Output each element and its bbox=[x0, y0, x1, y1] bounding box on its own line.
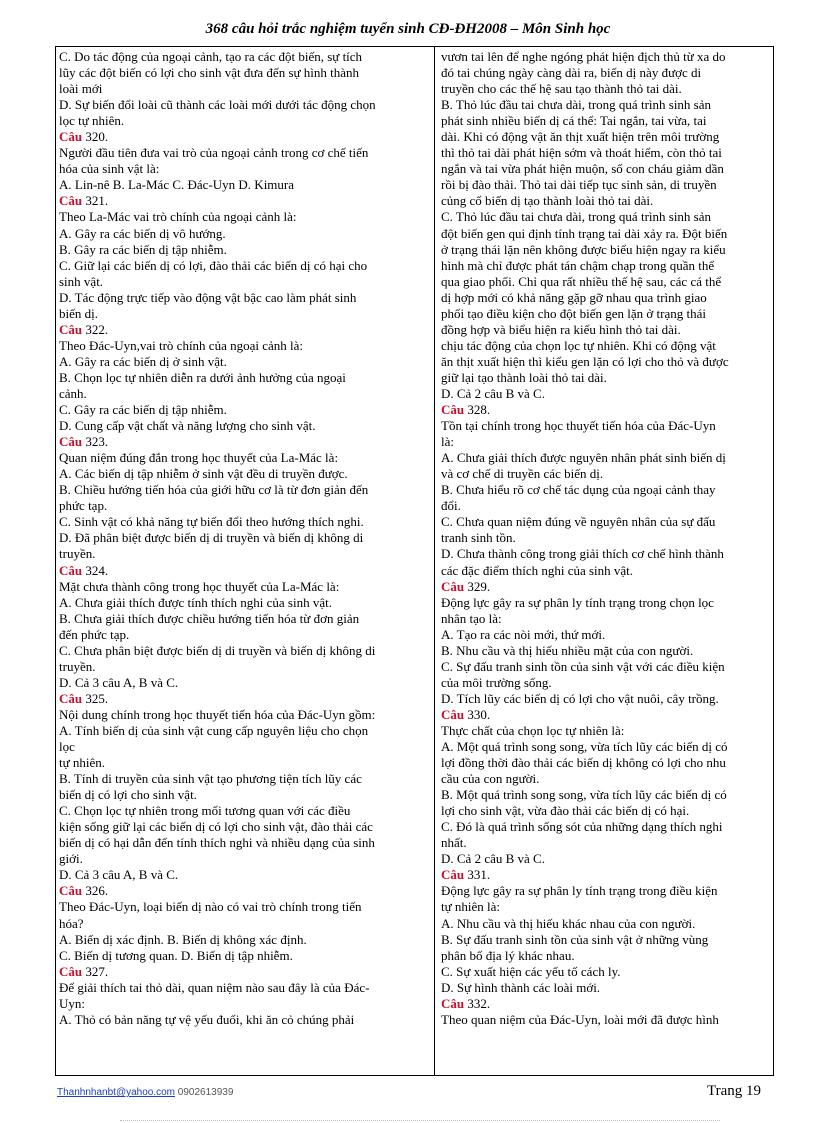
text-line: A. Các biến dị tập nhiễm ở sinh vật đều di truyền được. bbox=[59, 466, 348, 482]
text-line: Động lực gây ra sự phân ly tính trạng trong điều kiện bbox=[441, 883, 718, 899]
phone-number: 0902613939 bbox=[175, 1087, 234, 1098]
text-line: Mặt chưa thành công trong học thuyết của La-Mác là: bbox=[59, 578, 340, 594]
text-line: D. Sự biến đổi loài cũ thành các loài mới dưới tác động chọn bbox=[59, 97, 376, 113]
text-line: A. Tính biến dị của sinh vật cung cấp nguyên liệu cho chọn bbox=[59, 722, 369, 738]
text-line: tranh sinh tồn. bbox=[441, 530, 516, 546]
question-number: 331. bbox=[464, 867, 491, 883]
text-line: B. Tính di truyền của sinh vật tạo phương tiện tích lũy các bbox=[59, 771, 362, 787]
question-label bbox=[441, 996, 770, 1012]
text-line: C. Giữ lại các biến dị có lợi, đào thải các biến dị có hại cho bbox=[59, 257, 368, 273]
question-word: Câu bbox=[59, 434, 83, 450]
text-line: rồi bị đào thải. Thỏ tai dài tiếp tục sinh sản, di truyền bbox=[441, 177, 717, 193]
text-line: D. Tác động trực tiếp vào động vật bậc cao làm phát sinh bbox=[59, 289, 357, 305]
text-line: D. Cả 3 câu A, B và C. bbox=[59, 674, 179, 690]
text-line: ăn thịt xuất hiện thì kiểu gen lặn có lợi cho thỏ và được bbox=[441, 353, 729, 369]
question-label bbox=[441, 867, 770, 883]
question-word: Câu bbox=[59, 129, 83, 145]
text-line: A. Gây ra các biến dị ở sinh vật. bbox=[59, 353, 227, 369]
text-line: lũy các đột biến có lợi cho sinh vật đưa đến sự hình thành bbox=[59, 65, 360, 81]
question-label bbox=[59, 964, 430, 980]
question-number: 326. bbox=[82, 883, 109, 899]
text-line: dị hợp mới có khả năng gặp gỡ nhau qua trình giao bbox=[441, 289, 707, 305]
text-line: C. Chưa quan niệm đúng về nguyên nhân của sự đấu bbox=[441, 514, 716, 530]
text-line: lợi đồng thời đào thải các biến dị không có lợi cho nhu bbox=[441, 755, 726, 771]
text-line: A. Lin-nê B. La-Mác C. Đác-Uyn D. Kimura bbox=[59, 177, 295, 193]
question-number: 321. bbox=[82, 193, 109, 209]
text-line: A. Thỏ có bản năng tự vệ yếu đuối, khi ăn cỏ chúng phải bbox=[59, 1011, 355, 1027]
question-word: Câu bbox=[441, 706, 465, 722]
question-word: Câu bbox=[59, 562, 83, 578]
text-line: nhân tạo là: bbox=[441, 610, 502, 626]
question-number: 323. bbox=[82, 434, 109, 450]
text-line: lọc bbox=[59, 739, 75, 755]
page-title: 368 câu hỏi trắc nghiệm tuyển sinh CĐ-ĐH2008 – Môn Sinh học bbox=[205, 21, 611, 37]
text-line: ở trạng thái lặn nên không được biểu hiện ngay ra kiểu bbox=[441, 241, 726, 257]
text-line: C. Thỏ lúc đầu tai chưa dài, trong quá trình sinh sản bbox=[441, 209, 712, 225]
text-line: D. Cung cấp vật chất và năng lượng cho sinh vật. bbox=[59, 418, 316, 434]
text-line: Động lực gây ra sự phân ly tính trạng trong chọn lọc bbox=[441, 594, 714, 610]
text-line: Để giải thích tai thỏ dài, quan niệm nào sau đây là của Đác- bbox=[59, 979, 370, 995]
question-label bbox=[59, 322, 430, 338]
text-line: dài. Khi có động vật ăn thịt xuất hiện trên môi trường bbox=[441, 129, 720, 145]
text-line: A. Biến dị xác định. B. Biến dị không xác định. bbox=[59, 931, 307, 947]
question-label bbox=[59, 193, 430, 209]
text-line: truyền cho các thế hệ sau tạo thành thỏ tai dài. bbox=[441, 81, 682, 97]
text-line: đến phức tạp. bbox=[59, 626, 130, 642]
question-word: Câu bbox=[441, 867, 465, 883]
question-word: Câu bbox=[59, 321, 83, 337]
text-line: phân bố địa lý khác nhau. bbox=[441, 947, 575, 963]
text-line: B. Chọn lọc tự nhiên diễn ra dưới ảnh hưởng của ngoại bbox=[59, 369, 346, 385]
question-word: Câu bbox=[59, 963, 83, 979]
text-line: biến dị có hại dẫn đến tính thích nghi và nhiều dạng của sinh bbox=[59, 835, 375, 851]
text-line: phối tạo điều kiện cho đột biến gen lặn ở trạng thái bbox=[441, 305, 707, 321]
text-line: Thực chất của chọn lọc tự nhiên là: bbox=[441, 722, 625, 738]
footer-dotted-rule bbox=[120, 1120, 720, 1121]
question-number: 322. bbox=[82, 321, 109, 337]
page-number: Trang 19 bbox=[706, 1083, 761, 1099]
question-number: 328. bbox=[464, 402, 491, 418]
text-line: C. Sinh vật có khả năng tự biến đổi theo hướng thích nghi. bbox=[59, 514, 364, 530]
page-footer bbox=[57, 1083, 761, 1103]
text-line: kiện sống giữ lại các biến dị có lợi cho sinh vật, đào thải các bbox=[59, 819, 373, 835]
text-line: loài mới bbox=[59, 81, 103, 97]
text-line: các đặc điểm thích nghi của sinh vật. bbox=[441, 562, 634, 578]
text-line: A. Nhu cầu và thị hiếu khác nhau của con người. bbox=[441, 915, 696, 931]
text-line: cầu của con người. bbox=[441, 771, 540, 787]
text-line: Theo Đác-Uyn, loại biến dị nào có vai trò chính trong tiến bbox=[59, 899, 362, 915]
text-line: A. Chưa giải thích được tính thích nghi của sinh vật. bbox=[59, 594, 332, 610]
footer-contact bbox=[57, 1087, 233, 1098]
text-line: tự nhiên là: bbox=[441, 899, 501, 915]
text-line: D. Cả 2 câu B và C. bbox=[441, 385, 545, 401]
question-label bbox=[441, 579, 770, 595]
text-line: lợi cho sinh vật, vừa đào thải các biến dị có hại. bbox=[441, 803, 690, 819]
text-line: C. Biến dị tương quan. D. Biến dị tập nhiễm. bbox=[59, 947, 293, 963]
text-line: tự nhiên. bbox=[59, 755, 106, 771]
text-line: D. Sự hình thành các loài mới. bbox=[441, 979, 601, 995]
text-line: truyền. bbox=[59, 546, 96, 562]
text-line: đột biến gen qui định tính trạng tai dài xảy ra. Đột biến bbox=[441, 225, 728, 241]
text-line: lọc tự nhiên. bbox=[59, 113, 125, 129]
text-line: hóa của sinh vật là: bbox=[59, 161, 160, 177]
text-line: đổi. bbox=[441, 498, 461, 514]
text-line: phát sinh nhiều biến dị cá thể: Tai ngắn, tai vừa, tai bbox=[441, 113, 707, 129]
text-line: nhất. bbox=[441, 835, 467, 851]
text-line: B. Nhu cầu và thị hiếu nhiều mặt của con người. bbox=[441, 642, 694, 658]
question-number: 320. bbox=[82, 129, 109, 145]
text-line: đó tai chúng ngày càng dài ra, biến dị này được di bbox=[441, 65, 702, 81]
question-word: Câu bbox=[59, 193, 83, 209]
text-line: giữ lại tạo thành loài thỏ tai dài. bbox=[441, 369, 607, 385]
text-line: hình mà chỉ được phát tán chậm chạp trong quần thể bbox=[441, 257, 715, 273]
text-line: C. Sự xuất hiện các yếu tố cách ly. bbox=[441, 963, 621, 979]
text-line: Uyn: bbox=[59, 995, 85, 1011]
question-number: 330. bbox=[464, 706, 491, 722]
question-label bbox=[59, 434, 430, 450]
right-column bbox=[441, 49, 770, 1028]
text-line: B. Chưa hiểu rõ cơ chế tác dụng của ngoại cảnh thay bbox=[441, 482, 716, 498]
text-line: ngắn và tai vừa phát hiện muộn, số con cháu giảm dần bbox=[441, 161, 724, 177]
text-line: Người đầu tiên đưa vai trò của ngoại cảnh trong cơ chế tiến bbox=[59, 145, 369, 161]
text-line: Theo Đác-Uyn,vai trò chính của ngoại cảnh là: bbox=[59, 337, 304, 353]
question-word: Câu bbox=[441, 402, 465, 418]
text-line: D. Cả 2 câu B và C. bbox=[441, 851, 545, 867]
question-word: Câu bbox=[59, 883, 83, 899]
text-line: Theo quan niệm của Đác-Uyn, loài mới đã được hình bbox=[441, 1011, 719, 1027]
text-line: Nội dung chính trong học thuyết tiến hóa của Đác-Uyn gồm: bbox=[59, 706, 376, 722]
text-line: A. Tạo ra các nòi mới, thứ mới. bbox=[441, 626, 606, 642]
column-divider bbox=[434, 47, 435, 1075]
text-line: vươn tai lên để nghe ngóng phát hiện địch thủ từ xa do bbox=[441, 49, 726, 64]
text-line: C. Gây ra các biến dị tập nhiễm. bbox=[59, 402, 227, 418]
question-word: Câu bbox=[59, 690, 83, 706]
text-line: B. Gây ra các biến dị tập nhiễm. bbox=[59, 241, 227, 257]
text-line: Theo La-Mác vai trò chính của ngoại cảnh là: bbox=[59, 209, 297, 225]
question-number: 324. bbox=[82, 562, 109, 578]
text-line: B. Chưa giải thích được chiều hướng tiến hóa từ đơn giản bbox=[59, 610, 360, 626]
text-line: biến dị. bbox=[59, 305, 98, 321]
text-line: đồng hợp và biểu hiện ra kiểu hình thỏ tai dài. bbox=[441, 321, 681, 337]
text-line: B. Sự đấu tranh sinh tồn của sinh vật ở những vùng bbox=[441, 931, 709, 947]
text-line: C. Sự đấu tranh sinh tồn của sinh vật với các điều kiện bbox=[441, 658, 725, 674]
text-line: B. Một quá trình song song, vừa tích lũy các biến dị có bbox=[441, 787, 727, 803]
text-line: của môi trường sống. bbox=[441, 674, 552, 690]
text-line: giới. bbox=[59, 851, 83, 867]
question-label bbox=[441, 707, 770, 723]
question-label bbox=[441, 402, 770, 418]
text-line: qua giao phối. Chỉ qua rất nhiều thế hệ sau, các cá thể bbox=[441, 273, 722, 289]
text-line: D. Cả 3 câu A, B và C. bbox=[59, 867, 179, 883]
question-number: 332. bbox=[464, 995, 491, 1011]
text-line: C. Chọn lọc tự nhiên trong mối tương quan với các điều bbox=[59, 803, 351, 819]
text-line: A. Chưa giải thích được nguyên nhân phát sinh biến dị bbox=[441, 450, 726, 466]
text-line: D. Tích lũy các biến dị có lợi cho vật nuôi, cây trồng. bbox=[441, 690, 719, 706]
text-line: truyền. bbox=[59, 658, 96, 674]
left-column bbox=[59, 49, 430, 1028]
email-link[interactable]: Thanhnhanbt@yahoo.com bbox=[57, 1087, 176, 1098]
text-line: sinh vật. bbox=[59, 273, 104, 289]
question-word: Câu bbox=[441, 578, 465, 594]
text-line: Tồn tại chính trong học thuyết tiến hóa của Đác-Uyn bbox=[441, 418, 716, 434]
question-number: 325. bbox=[82, 690, 109, 706]
question-number: 327. bbox=[82, 963, 109, 979]
question-word: Câu bbox=[441, 995, 465, 1011]
text-line: là: bbox=[441, 434, 454, 450]
text-line: hóa? bbox=[59, 915, 84, 931]
question-label bbox=[59, 691, 430, 707]
text-line: B. Chiều hướng tiến hóa của giới hữu cơ là từ đơn giản đến bbox=[59, 482, 369, 498]
text-line: D. Chưa thành công trong giải thích cơ chế hình thành bbox=[441, 546, 724, 562]
text-line: và cơ chế di truyền các biến dị. bbox=[441, 466, 604, 482]
text-line: C. Đó là quá trình sống sót của những dạng thích nghi bbox=[441, 819, 723, 835]
text-line: C. Do tác động của ngoại cảnh, tạo ra các đột biến, sự tích bbox=[59, 49, 363, 64]
question-label bbox=[59, 883, 430, 899]
question-number: 329. bbox=[464, 578, 491, 594]
text-line: cảnh. bbox=[59, 385, 87, 401]
text-line: C. Chưa phân biệt được biến dị di truyền và biến dị không di bbox=[59, 642, 376, 658]
text-line: A. Gây ra các biến dị vô hướng. bbox=[59, 225, 226, 241]
text-line: D. Đã phân biệt được biến dị di truyền và biến dị không di bbox=[59, 530, 364, 546]
question-label bbox=[59, 563, 430, 579]
text-line: thì thỏ tai dài phát hiện sớm và thoát hiểm, còn thỏ tai bbox=[441, 145, 722, 161]
text-line: củng cố biến dị tạo thành loài thỏ tai dài. bbox=[441, 193, 654, 209]
text-line: B. Thỏ lúc đầu tai chưa dài, trong quá trình sinh sản bbox=[441, 97, 712, 113]
text-line: Quan niệm đúng đắn trong học thuyết của La-Mác là: bbox=[59, 450, 339, 466]
question-label bbox=[59, 129, 430, 145]
text-line: chịu tác động của chọn lọc tự nhiên. Khi có động vật bbox=[441, 337, 716, 353]
text-line: biến dị có lợi cho sinh vật. bbox=[59, 787, 197, 803]
text-line: phức tạp. bbox=[59, 498, 108, 514]
text-line: A. Một quá trình song song, vừa tích lũy các biến dị có bbox=[441, 739, 728, 755]
